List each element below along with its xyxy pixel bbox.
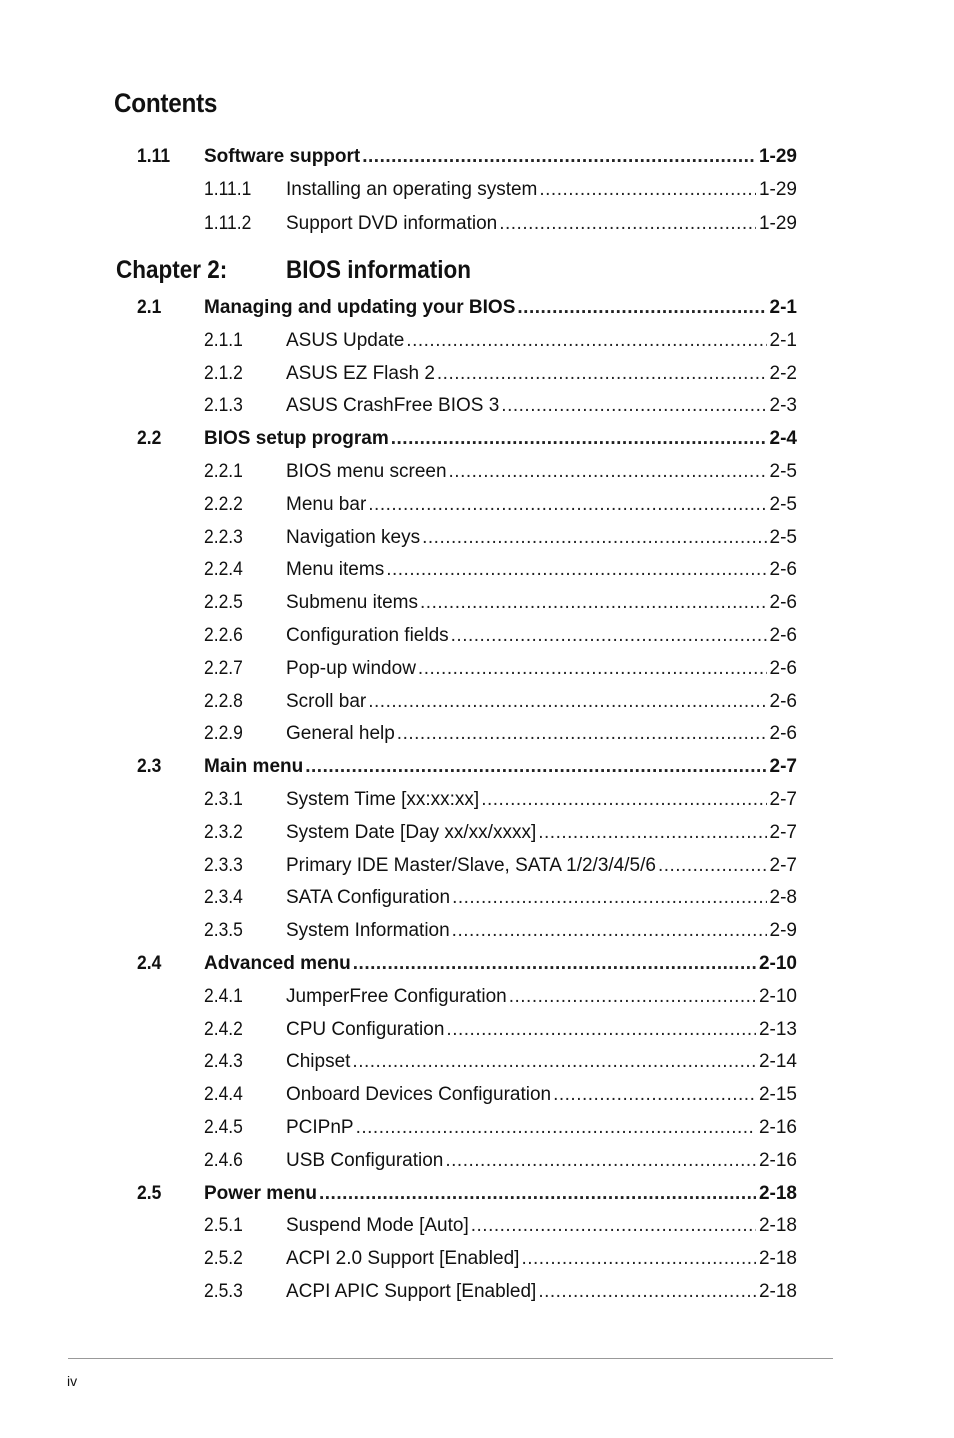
toc-entry-number: 2.3 bbox=[137, 756, 162, 778]
toc-entry-page: 2-5 bbox=[769, 461, 797, 482]
toc-entry-page: 2-13 bbox=[758, 1018, 797, 1040]
toc-entry-number: 2.4.1 bbox=[204, 985, 243, 1007]
toc-entry-number: 2.4.5 bbox=[204, 1117, 243, 1138]
toc-entry-page: 2-6 bbox=[769, 559, 797, 581]
toc-entry-page: 2-1 bbox=[769, 329, 797, 351]
toc-entry bbox=[0, 177, 954, 203]
toc-entry-number: 2.2.5 bbox=[204, 592, 243, 614]
toc-entry bbox=[0, 590, 954, 616]
toc-entry-line bbox=[286, 1246, 797, 1272]
toc-entry-line bbox=[286, 393, 797, 419]
toc-entry-number: 2.2 bbox=[137, 428, 162, 450]
toc-entry bbox=[0, 328, 954, 354]
toc-entry-page: 2-18 bbox=[758, 1248, 797, 1270]
toc-entry bbox=[0, 1049, 954, 1075]
toc-entry-page: 2-6 bbox=[769, 723, 797, 745]
dot-leader bbox=[352, 1049, 756, 1075]
toc-entry bbox=[0, 656, 954, 682]
toc-entry-number: 2.5.1 bbox=[204, 1215, 243, 1237]
toc-entry-title: CPU Configuration bbox=[286, 1018, 445, 1040]
toc-entry bbox=[0, 853, 954, 879]
toc-entry-title: Power menu bbox=[204, 1182, 317, 1204]
toc-entry bbox=[0, 144, 954, 170]
toc-entry bbox=[0, 951, 954, 977]
toc-entry-title: Managing and updating your BIOS bbox=[204, 297, 516, 318]
toc-entry bbox=[0, 1279, 954, 1305]
toc-entry-title: Primary IDE Master/Slave, SATA 1/2/3/4/5/6 bbox=[286, 854, 656, 876]
toc-entry bbox=[0, 984, 954, 1010]
dot-leader bbox=[501, 393, 766, 419]
dot-leader bbox=[481, 787, 766, 813]
toc-entry bbox=[0, 459, 954, 485]
toc-entry bbox=[0, 918, 954, 944]
toc-entry-number: 2.4.4 bbox=[204, 1084, 243, 1106]
toc-entry-page: 2-5 bbox=[769, 493, 797, 515]
toc-entry-title: Menu items bbox=[286, 559, 385, 581]
toc-entry-page: 1-29 bbox=[758, 179, 797, 201]
toc-entry-title: Main menu bbox=[204, 756, 304, 778]
toc-entry bbox=[0, 295, 954, 321]
toc-entry-page: 2-10 bbox=[758, 953, 797, 974]
toc-entry-title: Advanced menu bbox=[204, 953, 351, 974]
dot-leader bbox=[538, 1279, 756, 1305]
dot-leader bbox=[471, 1213, 756, 1239]
toc-entry-number: 2.4.3 bbox=[204, 1051, 243, 1073]
toc-entry-page: 2-18 bbox=[758, 1182, 797, 1204]
toc-entry-page: 2-6 bbox=[769, 625, 797, 646]
dot-leader bbox=[386, 557, 766, 583]
toc-entry bbox=[0, 1213, 954, 1239]
toc-entry-page: 2-3 bbox=[769, 395, 797, 417]
toc-entry-line bbox=[286, 590, 797, 616]
toc-entry bbox=[0, 689, 954, 715]
toc-entry-title: Scroll bar bbox=[286, 690, 367, 712]
toc-entry-page: 2-14 bbox=[758, 1051, 797, 1073]
toc-entry-line bbox=[286, 328, 797, 354]
toc-entry-line bbox=[286, 211, 797, 237]
toc-entry-number: 2.4.6 bbox=[204, 1149, 243, 1171]
dot-leader bbox=[517, 295, 766, 321]
toc-entry-title: System Information bbox=[286, 920, 450, 942]
toc-entry-line bbox=[286, 984, 797, 1010]
toc-entry-line bbox=[204, 295, 797, 321]
dot-leader bbox=[521, 1246, 756, 1272]
dot-leader bbox=[368, 492, 766, 518]
toc-entry-number: 2.4.2 bbox=[204, 1018, 243, 1040]
toc-entry-title: SATA Configuration bbox=[286, 887, 451, 909]
toc-entry-title: USB Configuration bbox=[286, 1149, 444, 1171]
toc-entry-line bbox=[286, 361, 797, 387]
dot-leader bbox=[553, 1082, 756, 1108]
toc-entry-line bbox=[286, 1082, 797, 1108]
toc-entry-page: 2-2 bbox=[769, 362, 797, 384]
toc-entry-line bbox=[286, 525, 797, 551]
dot-leader bbox=[452, 918, 767, 944]
toc-entry bbox=[0, 1148, 954, 1174]
chapter-label: Chapter 2: bbox=[116, 256, 228, 284]
toc-entry-title: Configuration fields bbox=[286, 625, 449, 646]
toc-entry-line bbox=[286, 1279, 797, 1305]
toc-entry-number: 2.2.3 bbox=[204, 526, 243, 548]
toc-entry-line bbox=[286, 1115, 797, 1141]
toc-entry-number: 1.11.1 bbox=[204, 179, 252, 201]
toc-entry-line bbox=[286, 177, 797, 203]
toc-entry-title: Navigation keys bbox=[286, 526, 421, 548]
toc-entry-number: 2.2.4 bbox=[204, 559, 243, 581]
toc-entry bbox=[0, 1017, 954, 1043]
toc-entry-number: 2.2.8 bbox=[204, 690, 243, 712]
toc-entry bbox=[0, 623, 954, 649]
toc-entry-line bbox=[286, 459, 797, 485]
toc-entry-page: 2-7 bbox=[769, 854, 797, 876]
toc-entry-title: General help bbox=[286, 723, 395, 745]
toc-entry-number: 2.3.2 bbox=[204, 821, 243, 843]
toc-entry bbox=[0, 211, 954, 237]
toc-entry-page: 2-16 bbox=[758, 1149, 797, 1171]
toc-entry-number: 1.11 bbox=[137, 146, 171, 167]
dot-leader bbox=[368, 689, 766, 715]
toc-entry-page: 2-6 bbox=[769, 657, 797, 679]
toc-entry-line bbox=[204, 1181, 797, 1207]
dot-leader bbox=[422, 525, 766, 551]
toc-entry-line bbox=[286, 1017, 797, 1043]
toc-entry bbox=[0, 426, 954, 452]
page-title: Contents bbox=[114, 88, 218, 118]
toc-entry-number: 2.2.6 bbox=[204, 625, 243, 646]
toc-entry-line bbox=[204, 951, 797, 977]
toc-entry-line bbox=[204, 144, 797, 170]
toc-entry-line bbox=[286, 492, 797, 518]
dot-leader bbox=[418, 656, 767, 682]
toc-entry-page: 1-29 bbox=[758, 146, 797, 167]
toc-entry-line bbox=[286, 1148, 797, 1174]
dot-leader bbox=[445, 1148, 756, 1174]
toc-entry-page: 2-6 bbox=[769, 690, 797, 712]
toc-entry-page: 2-9 bbox=[769, 920, 797, 942]
toc-entry bbox=[0, 721, 954, 747]
toc-entry-line bbox=[286, 623, 797, 649]
toc-entry-number: 2.2.7 bbox=[204, 657, 243, 679]
dot-leader bbox=[356, 1115, 756, 1141]
toc-entry-page: 2-5 bbox=[769, 526, 797, 548]
toc-entry-title: System Time [xx:xx:xx] bbox=[286, 789, 480, 810]
toc-entry-title: ASUS Update bbox=[286, 329, 405, 351]
toc-entry-line bbox=[286, 557, 797, 583]
toc-entry-number: 2.5.2 bbox=[204, 1248, 243, 1270]
toc-entry-line bbox=[286, 689, 797, 715]
toc-entry-page: 2-7 bbox=[769, 821, 797, 843]
toc-entry-page: 2-7 bbox=[769, 756, 797, 778]
toc-entry-number: 2.3.5 bbox=[204, 920, 243, 942]
dot-leader bbox=[362, 144, 756, 170]
toc-entry-title: BIOS menu screen bbox=[286, 461, 447, 482]
footer-rule bbox=[68, 1358, 833, 1359]
toc-entry-page: 2-4 bbox=[769, 428, 797, 450]
toc-entry-number: 2.3.4 bbox=[204, 887, 243, 909]
toc-entry-page: 2-7 bbox=[769, 789, 797, 810]
toc-entry-page: 2-1 bbox=[769, 297, 797, 318]
toc-entry-line bbox=[286, 787, 797, 813]
toc-entry-line bbox=[286, 721, 797, 747]
toc-entry-title: Menu bar bbox=[286, 493, 367, 515]
dot-leader bbox=[499, 211, 756, 237]
toc-entry-number: 2.1.2 bbox=[204, 362, 243, 384]
toc-entry-line bbox=[204, 426, 797, 452]
toc-entry-line bbox=[204, 754, 797, 780]
toc-entry-title: JumperFree Configuration bbox=[286, 985, 507, 1007]
toc-entry-title: Installing an operating system bbox=[286, 179, 538, 201]
dot-leader bbox=[658, 853, 767, 879]
toc-entry-line bbox=[286, 853, 797, 879]
dot-leader bbox=[539, 177, 756, 203]
chapter-name: BIOS information bbox=[286, 256, 472, 284]
dot-leader bbox=[319, 1181, 756, 1207]
toc-entry-number: 2.3.3 bbox=[204, 854, 243, 876]
toc-entry-number: 2.1.1 bbox=[204, 329, 243, 351]
toc-entry bbox=[0, 557, 954, 583]
dot-leader bbox=[449, 459, 767, 485]
toc-entry-number: 2.2.9 bbox=[204, 723, 243, 745]
toc-entry bbox=[0, 820, 954, 846]
toc-entry-title: PCIPnP bbox=[286, 1117, 354, 1138]
toc-entry bbox=[0, 393, 954, 419]
toc-entry-number: 2.2.1 bbox=[204, 461, 243, 482]
toc-entry-page: 2-6 bbox=[769, 592, 797, 614]
toc-entry-line bbox=[286, 1049, 797, 1075]
toc-entry-number: 2.1.3 bbox=[204, 395, 243, 417]
toc-entry-title: BIOS setup program bbox=[204, 428, 389, 450]
dot-leader bbox=[451, 623, 767, 649]
toc-entry-number: 2.5.3 bbox=[204, 1281, 243, 1302]
toc-entry bbox=[0, 361, 954, 387]
toc-entry bbox=[0, 754, 954, 780]
dot-leader bbox=[437, 361, 767, 387]
toc-entry-page: 1-29 bbox=[758, 212, 797, 234]
toc-entry-title: Software support bbox=[204, 146, 361, 167]
toc-entry-line bbox=[286, 885, 797, 911]
toc-entry bbox=[0, 885, 954, 911]
toc-entry-title: ACPI APIC Support [Enabled] bbox=[286, 1281, 537, 1302]
toc-entry bbox=[0, 525, 954, 551]
toc-entry-title: Suspend Mode [Auto] bbox=[286, 1215, 469, 1237]
toc-entry bbox=[0, 1082, 954, 1108]
toc-entry-line bbox=[286, 1213, 797, 1239]
toc-entry bbox=[0, 1246, 954, 1272]
toc-entry-number: 2.1 bbox=[137, 297, 162, 318]
toc-entry-page: 2-10 bbox=[758, 985, 797, 1007]
dot-leader bbox=[509, 984, 756, 1010]
dot-leader bbox=[406, 328, 766, 354]
toc-entry-number: 2.3.1 bbox=[204, 789, 243, 810]
toc-entry-title: System Date [Day xx/xx/xxxx] bbox=[286, 821, 537, 843]
toc-entry bbox=[0, 1181, 954, 1207]
toc-entry-number: 1.11.2 bbox=[204, 212, 252, 234]
toc-entry-number: 2.4 bbox=[137, 953, 162, 974]
toc-entry bbox=[0, 492, 954, 518]
toc-entry-title: Support DVD information bbox=[286, 212, 498, 234]
dot-leader bbox=[538, 820, 766, 846]
toc-entry-title: Onboard Devices Configuration bbox=[286, 1084, 552, 1106]
toc-entry-number: 2.2.2 bbox=[204, 493, 243, 515]
dot-leader bbox=[420, 590, 767, 616]
dot-leader bbox=[391, 426, 767, 452]
toc-entry bbox=[0, 787, 954, 813]
toc-entry-page: 2-15 bbox=[758, 1084, 797, 1106]
toc-entry-page: 2-8 bbox=[769, 887, 797, 909]
toc-entry-title: Pop-up window bbox=[286, 657, 416, 679]
toc-entry-title: Chipset bbox=[286, 1051, 351, 1073]
toc-entry-title: ASUS CrashFree BIOS 3 bbox=[286, 395, 500, 417]
dot-leader bbox=[305, 754, 766, 780]
toc-entry-line bbox=[286, 918, 797, 944]
toc-entry-line bbox=[286, 820, 797, 846]
dot-leader bbox=[353, 951, 756, 977]
dot-leader bbox=[452, 885, 766, 911]
footer-page-number: iv bbox=[67, 1373, 78, 1389]
toc-entry-page: 2-18 bbox=[758, 1215, 797, 1237]
toc-entry-title: ASUS EZ Flash 2 bbox=[286, 362, 435, 384]
toc-entry-title: Submenu items bbox=[286, 592, 419, 614]
toc-entry-line bbox=[286, 656, 797, 682]
toc-entry bbox=[0, 1115, 954, 1141]
dot-leader bbox=[446, 1017, 756, 1043]
chapter-heading bbox=[116, 256, 798, 292]
toc-entry-number: 2.5 bbox=[137, 1182, 162, 1204]
toc-entry-page: 2-16 bbox=[758, 1117, 797, 1138]
dot-leader bbox=[397, 721, 767, 747]
toc-entry-page: 2-18 bbox=[758, 1281, 797, 1302]
toc-entry-title: ACPI 2.0 Support [Enabled] bbox=[286, 1248, 520, 1270]
